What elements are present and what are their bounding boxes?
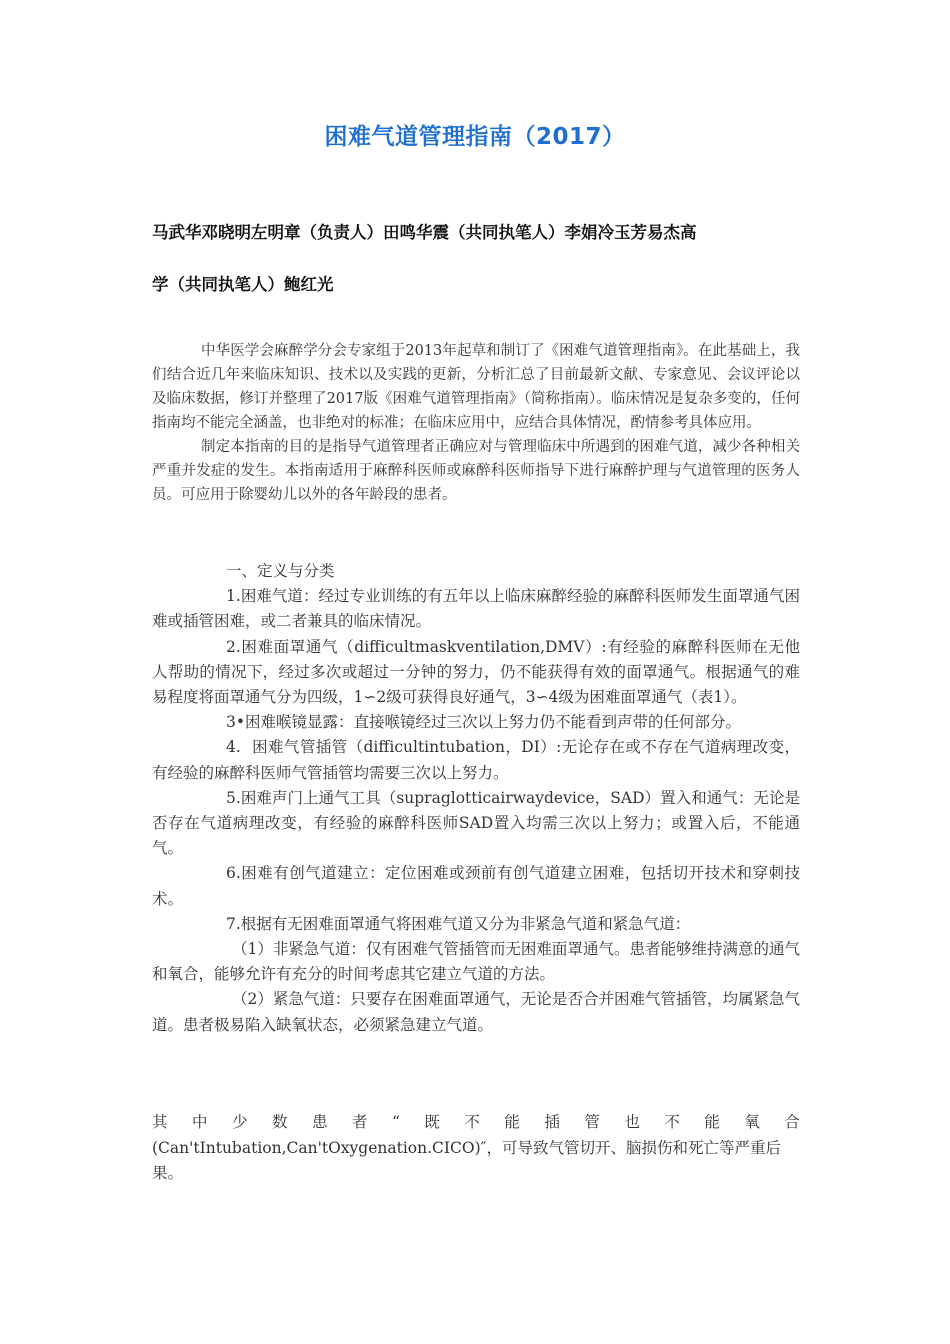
definition-subitem-2: （2）紧急气道：只要存在困难面罩通气，无论是否合并困难气管插管，均属紧急气道。患者极易陷入缺氧状态，必须紧急建立气道。 bbox=[152, 990, 800, 1034]
closing-rest: (Can'tIntubation,Can'tOxygenation.CICO)″，可导致气管切开、脑损伤和死亡等严重后果。 bbox=[152, 1138, 781, 1182]
definitions-section bbox=[152, 559, 800, 1038]
intro-section bbox=[152, 339, 800, 507]
closing-char: 也 bbox=[624, 1113, 640, 1131]
closing-char: 不 bbox=[464, 1113, 480, 1131]
authors-line-1: 马武华邓晓明左明章（负责人）田鸣华震（共同执笔人）李娟冷玉芳易杰高 bbox=[152, 223, 697, 242]
intro-paragraph-1: 中华医学会麻醉学分会专家组于2013年起草和制订了《困难气道管理指南》。在此基础上，我们结合近几年来临床知识、技术以及实践的更新，分析汇总了目前最新文献、专家意见、会议评论以及临床数据，修订并整理了2017版《困难气道管理指南》（简称指南）。临床情况是复杂多变的，任何指南均不能完全涵盖，也非绝对的标准；在临床应用中，应结合具体情况，酌情参考具体应用。 bbox=[152, 343, 800, 431]
intro-paragraph-2: 制定本指南的目的是指导气道管理者正确应对与管理临床中所遇到的困难气道，减少各种相关严重并发症的发生。本指南适用于麻醉科医师或麻醉科医师指导下进行麻醉护理与气道管理的医务人员。可应用于除婴幼儿以外的各年龄段的患者。 bbox=[152, 439, 800, 503]
closing-spread-line bbox=[152, 1110, 800, 1136]
closing-char: 患 bbox=[312, 1113, 328, 1131]
definition-item-1: 1.困难气道：经过专业训练的有五年以上临床麻醉经验的麻醉科医师发生面罩通气困难或插管困难，或二者兼具的临床情况。 bbox=[152, 587, 800, 631]
closing-char: 插 bbox=[544, 1113, 560, 1131]
document-title: 困难气道管理指南（2017） bbox=[324, 124, 626, 150]
closing-char: 不 bbox=[664, 1113, 680, 1131]
closing-char: 既 bbox=[424, 1113, 440, 1131]
definition-subitem-1: （1）非紧急气道：仅有困难气管插管而无困难面罩通气。患者能够维持满意的通气和氧合，能够允许有充分的时间考虑其它建立气道的方法。 bbox=[152, 940, 800, 984]
definition-item-2: 2.困难面罩通气（difficultmaskventilation,DMV）:有经验的麻醉科医师在无他人帮助的情况下，经过多次或超过一分钟的努力，仍不能获得有效的面罩通气。根据通气的难易程度将面罩通气分为四级，1∽2级可获得良好通气，3∽4级为困难面罩通气（表1）。 bbox=[152, 637, 800, 707]
closing-char: “ bbox=[392, 1113, 400, 1131]
closing-char: 氧 bbox=[744, 1113, 760, 1131]
closing-char: 能 bbox=[504, 1113, 520, 1131]
authors-line-2: 学（共同执笔人）鲍红光 bbox=[152, 275, 334, 294]
closing-char: 数 bbox=[272, 1113, 288, 1131]
closing-char: 少 bbox=[232, 1113, 248, 1131]
definition-item-6: 6.困难有创气道建立：定位困难或颈前有创气道建立困难，包括切开技术和穿刺技术。 bbox=[152, 864, 800, 908]
closing-char: 能 bbox=[704, 1113, 720, 1131]
closing-paragraph bbox=[152, 1110, 800, 1187]
definition-item-7: 7.根据有无困难面罩通气将困难气道又分为非紧急气道和紧急气道： bbox=[226, 914, 691, 933]
closing-char: 其 bbox=[152, 1113, 168, 1131]
definition-item-3: 3•困难喉镜显露：直接喉镜经过三次以上努力仍不能看到声带的任何部分。 bbox=[226, 713, 742, 732]
section-heading: 一、定义与分类 bbox=[226, 562, 335, 580]
closing-char: 者 bbox=[352, 1113, 368, 1131]
definition-item-4: 4. 困难气管插管（difficultintubation，DI）:无论存在或不存在气道病理改变，有经验的麻醉科医师气管插管均需要三次以上努力。 bbox=[152, 738, 800, 782]
closing-char: 中 bbox=[192, 1113, 208, 1131]
closing-char: 合 bbox=[784, 1113, 800, 1131]
definition-item-5: 5.困难声门上通气工具（supraglotticairwaydevice，SAD）置入和通气：无论是否存在气道病理改变，有经验的麻醉科医师SAD置入均需三次以上努力；或置入后，不能通气。 bbox=[152, 788, 800, 858]
closing-char: 管 bbox=[584, 1113, 600, 1131]
